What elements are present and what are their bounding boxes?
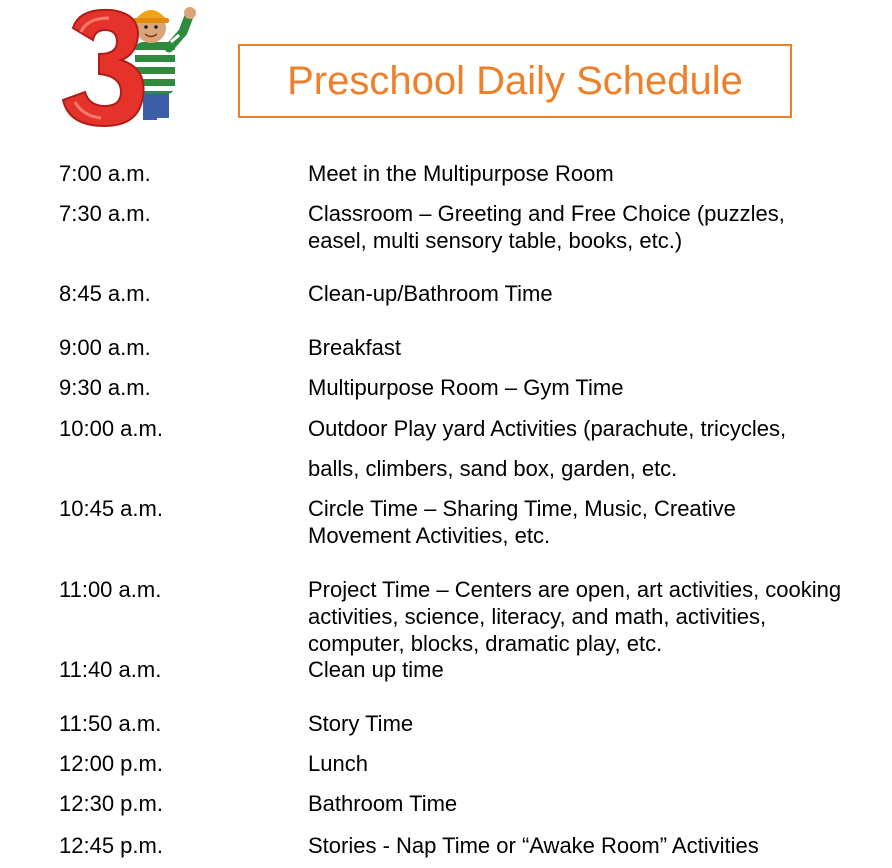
title-box xyxy=(238,44,792,118)
schedule-activity xyxy=(308,832,888,859)
number-three-child-illustration xyxy=(55,2,205,132)
activity-line: balls, climbers, sand box, garden, etc. xyxy=(308,456,678,481)
schedule-activity xyxy=(308,160,888,187)
schedule-activity xyxy=(308,374,888,401)
schedule-time: 7:00 a.m. xyxy=(59,161,151,186)
schedule-activity xyxy=(308,200,888,254)
schedule-activity xyxy=(308,415,888,482)
schedule-time: 12:45 p.m. xyxy=(59,833,163,858)
schedule-time: 8:45 a.m. xyxy=(59,281,151,306)
activity-line: Movement Activities, etc. xyxy=(308,523,551,548)
schedule-time: 12:00 p.m. xyxy=(59,751,163,776)
activity-line: Clean up time xyxy=(308,657,444,682)
schedule-time: 11:40 a.m. xyxy=(59,657,162,682)
schedule-time: 9:00 a.m. xyxy=(59,335,151,360)
page-title: Preschool Daily Schedule xyxy=(287,58,743,103)
schedule-activity xyxy=(308,334,888,361)
schedule-time: 7:30 a.m. xyxy=(59,201,151,226)
schedule-activity xyxy=(308,576,888,657)
activity-line: easel, multi sensory table, books, etc.) xyxy=(308,228,683,253)
activity-line: Circle Time – Sharing Time, Music, Creative xyxy=(308,496,736,521)
schedule-time: 11:00 a.m. xyxy=(59,577,162,602)
activity-line: Project Time – Centers are open, art activities, cooking xyxy=(308,577,842,602)
activity-line: Breakfast xyxy=(308,335,401,360)
schedule-time: 12:30 p.m. xyxy=(59,791,163,816)
activity-line: Clean-up/Bathroom Time xyxy=(308,281,553,306)
schedule-activity xyxy=(308,280,888,307)
activity-line: Meet in the Multipurpose Room xyxy=(308,161,614,186)
activity-line: computer, blocks, dramatic play, etc. xyxy=(308,631,663,656)
activity-line: activities, science, literacy, and math, activities, xyxy=(308,604,767,629)
activity-line: Multipurpose Room – Gym Time xyxy=(308,375,624,400)
activity-line: Bathroom Time xyxy=(308,791,458,816)
schedule-activity xyxy=(308,495,888,549)
schedule-time: 11:50 a.m. xyxy=(59,711,162,736)
numeral-three xyxy=(63,10,144,126)
schedule-activity xyxy=(308,750,888,777)
activity-line: Classroom – Greeting and Free Choice (puzzles, xyxy=(308,201,785,226)
schedule-time: 10:00 a.m. xyxy=(59,416,163,441)
activity-line: Lunch xyxy=(308,751,368,776)
schedule-activity xyxy=(308,710,888,737)
schedule-time: 9:30 a.m. xyxy=(59,375,151,400)
number-three-child-icon xyxy=(55,2,205,132)
activity-line: Stories - Nap Time or “Awake Room” Activities xyxy=(308,833,759,858)
activity-line: Outdoor Play yard Activities (parachute, tricycles, xyxy=(308,416,787,441)
schedule-activity xyxy=(308,790,888,817)
schedule-time: 10:45 a.m. xyxy=(59,496,163,521)
activity-line: Story Time xyxy=(308,711,414,736)
schedule-activity xyxy=(308,656,888,683)
